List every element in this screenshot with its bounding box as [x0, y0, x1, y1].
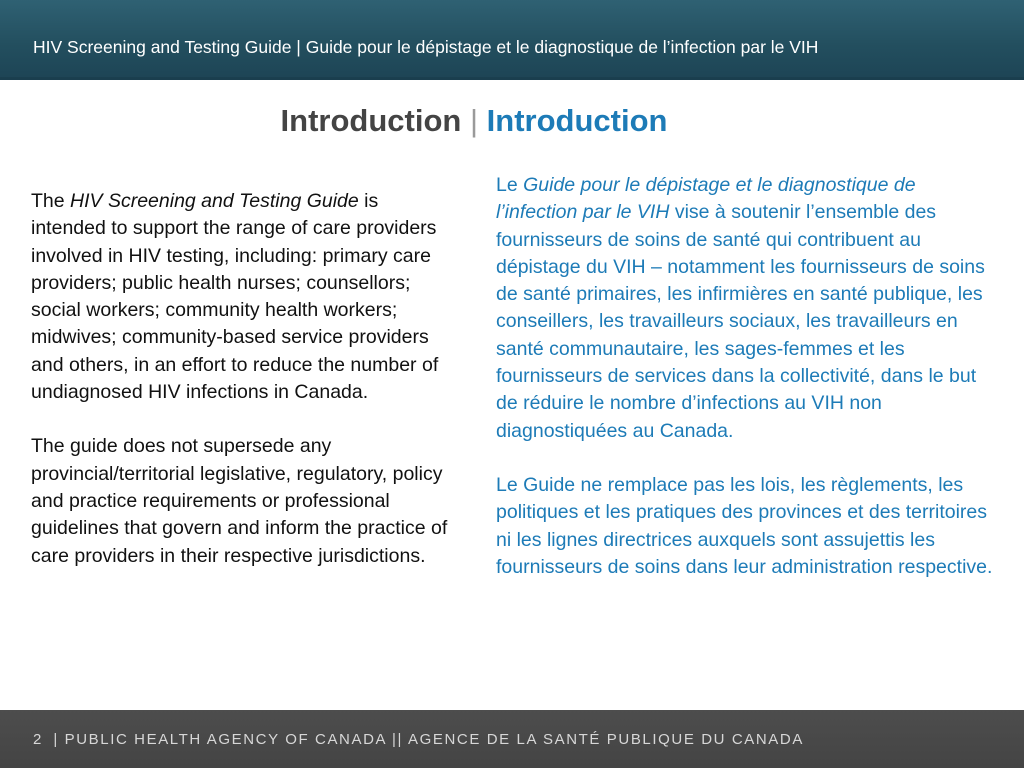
french-p1-prefix: Le — [496, 174, 524, 196]
page-number: 2 — [33, 731, 42, 748]
french-p1-body: vise à soutenir l’ensemble des fournisseurs de soins de santé qui contribuent au dépistage du VIH – notamment les fournisseurs de soins de santé primaires, les infirmières en santé publique, les conseillers, les travailleurs sociaux, les travailleurs en santé communautaire, les sages-femmes et les fournisseurs de services dans la collectivité, dans le but de réduire le nombre d’infections au VIH non diagnostiquées au Canada. — [496, 201, 985, 442]
english-paragraph-1 — [31, 188, 456, 406]
french-paragraph-1 — [496, 172, 996, 445]
english-p1-body: is intended to support the range of care providers involved in HIV testing, including: primary care providers; public health nurses; counsellors; social workers; community health workers; midwives; community-based service providers and others, in an effort to reduce the number of undiagnosed HIV infections in Canada. — [31, 190, 439, 404]
slide-title-english: Introduction — [280, 103, 462, 138]
slide-title-separator: | — [469, 103, 479, 138]
footer-bar — [0, 710, 1024, 768]
english-guide-title: HIV Screening and Testing Guide — [70, 190, 359, 212]
english-paragraph-2: The guide does not supersede any provincial/territorial legislative, regulatory, policy and practice requirements or professional guidelines that govern and inform the practice of care providers in their respective jurisdictions. — [31, 435, 448, 567]
header-bar — [0, 0, 1024, 80]
english-p1-prefix: The — [31, 190, 71, 212]
french-paragraph-2: Le Guide ne remplace pas les lois, les règlements, les politiques et les pratiques des provinces et des territoires ni les lignes directrices auxquels sont assujettis les fournisseurs de soins dans leur administration respective. — [496, 473, 993, 578]
french-guide-title: Guide pour le dépistage et le diagnostique de l’infection par le VIH — [496, 174, 916, 224]
header-title: HIV Screening and Testing Guide | Guide pour le dépistage et le diagnostique de l’infection par le VIH — [33, 37, 819, 57]
footer-agency-text: | PUBLIC HEALTH AGENCY OF CANADA || AGENCE DE LA SANTÉ PUBLIQUE DU CANADA — [53, 731, 804, 748]
slide-title-french: Introduction — [486, 103, 668, 138]
english-column — [31, 188, 456, 570]
french-column — [496, 172, 996, 581]
footer-text — [33, 731, 804, 748]
slide-title — [0, 103, 948, 139]
